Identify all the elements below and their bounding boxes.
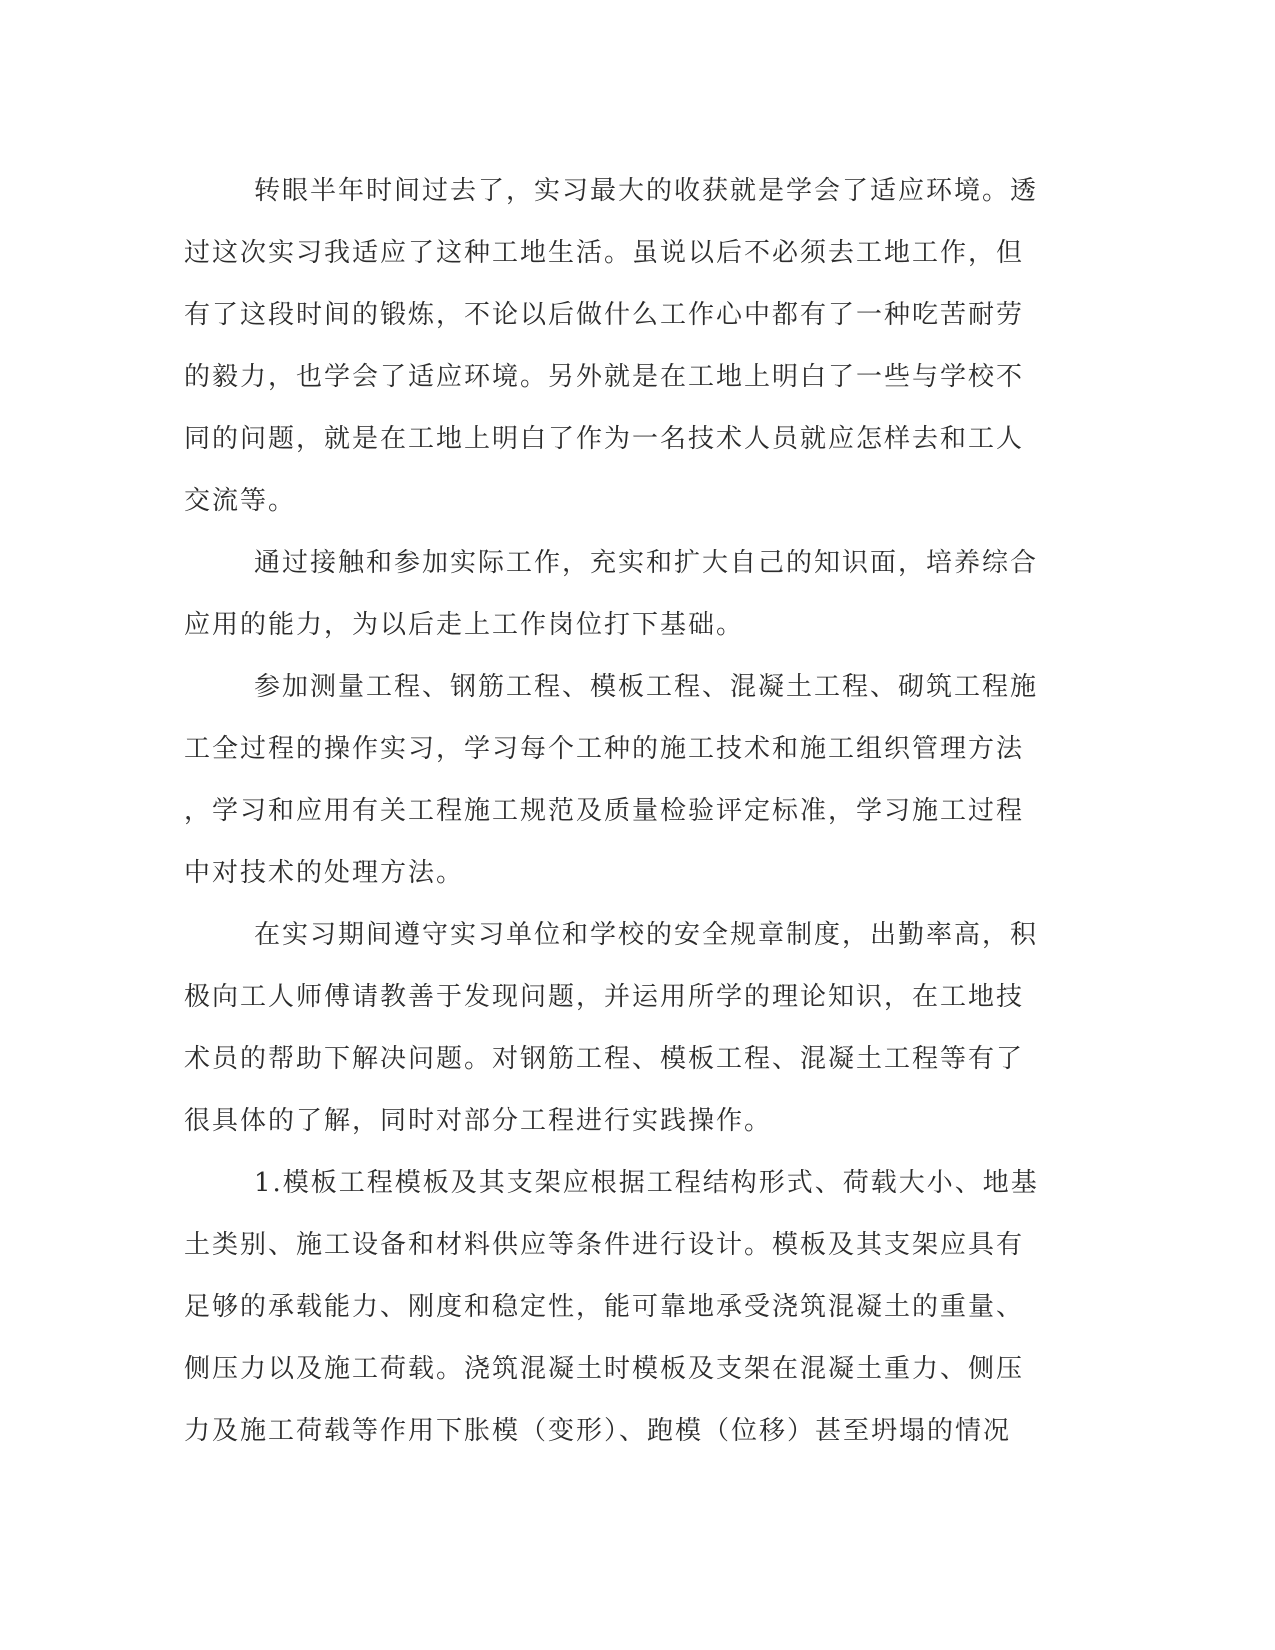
paragraph-practice bbox=[184, 656, 1064, 904]
paragraph-adaptation bbox=[184, 160, 1064, 532]
text-line: 1.模板工程模板及其支架应根据工程结构形式、荷载大小、地基 bbox=[254, 1168, 1039, 1198]
text-line: 交流等。 bbox=[184, 486, 297, 516]
text-line: 中对技术的处理方法。 bbox=[184, 858, 465, 888]
text-line: 工全过程的操作实习，学习每个工种的施工技术和施工组织管理方法 bbox=[184, 734, 1025, 764]
text-line: 足够的承载能力、刚度和稳定性，能可靠地承受浇筑混凝土的重量、 bbox=[184, 1292, 1025, 1322]
text-line: 的毅力，也学会了适应环境。另外就是在工地上明白了一些与学校不 bbox=[184, 362, 1025, 392]
text-line: 土类别、施工设备和材料供应等条件进行设计。模板及其支架应具有 bbox=[184, 1230, 1025, 1260]
text-line: 术员的帮助下解决问题。对钢筋工程、模板工程、混凝土工程等有了 bbox=[184, 1044, 1025, 1074]
text-line: 有了这段时间的锻炼，不论以后做什么工作心中都有了一种吃苦耐劳 bbox=[184, 300, 1025, 330]
paragraph-knowledge bbox=[184, 532, 1064, 656]
paragraph-formwork bbox=[184, 1152, 1064, 1462]
text-line: 应用的能力，为以后走上工作岗位打下基础。 bbox=[184, 610, 745, 640]
text-line: 在实习期间遵守实习单位和学校的安全规章制度，出勤率高，积 bbox=[254, 920, 1039, 950]
text-line: ，学习和应用有关工程施工规范及质量检验评定标准，学习施工过程 bbox=[184, 796, 1025, 826]
text-line: 很具体的了解，同时对部分工程进行实践操作。 bbox=[184, 1106, 773, 1136]
text-line: 过这次实习我适应了这种工地生活。虽说以后不必须去工地工作，但 bbox=[184, 238, 1025, 268]
text-line: 通过接触和参加实际工作，充实和扩大自己的知识面，培养综合 bbox=[254, 548, 1039, 578]
text-line: 力及施工荷载等作用下胀模（变形）、跑模（位移）甚至坍塌的情况 bbox=[184, 1416, 1012, 1446]
body-text bbox=[184, 160, 1064, 1462]
text-line: 转眼半年时间过去了，实习最大的收获就是学会了适应环境。透 bbox=[254, 176, 1039, 206]
paragraph-safety bbox=[184, 904, 1064, 1152]
text-line: 同的问题，就是在工地上明白了作为一名技术人员就应怎样去和工人 bbox=[184, 424, 1025, 454]
text-line: 参加测量工程、钢筋工程、模板工程、混凝土工程、砌筑工程施 bbox=[254, 672, 1039, 702]
text-line: 侧压力以及施工荷载。浇筑混凝土时模板及支架在混凝土重力、侧压 bbox=[184, 1354, 1025, 1384]
text-line: 极向工人师傅请教善于发现问题，并运用所学的理论知识，在工地技 bbox=[184, 982, 1025, 1012]
